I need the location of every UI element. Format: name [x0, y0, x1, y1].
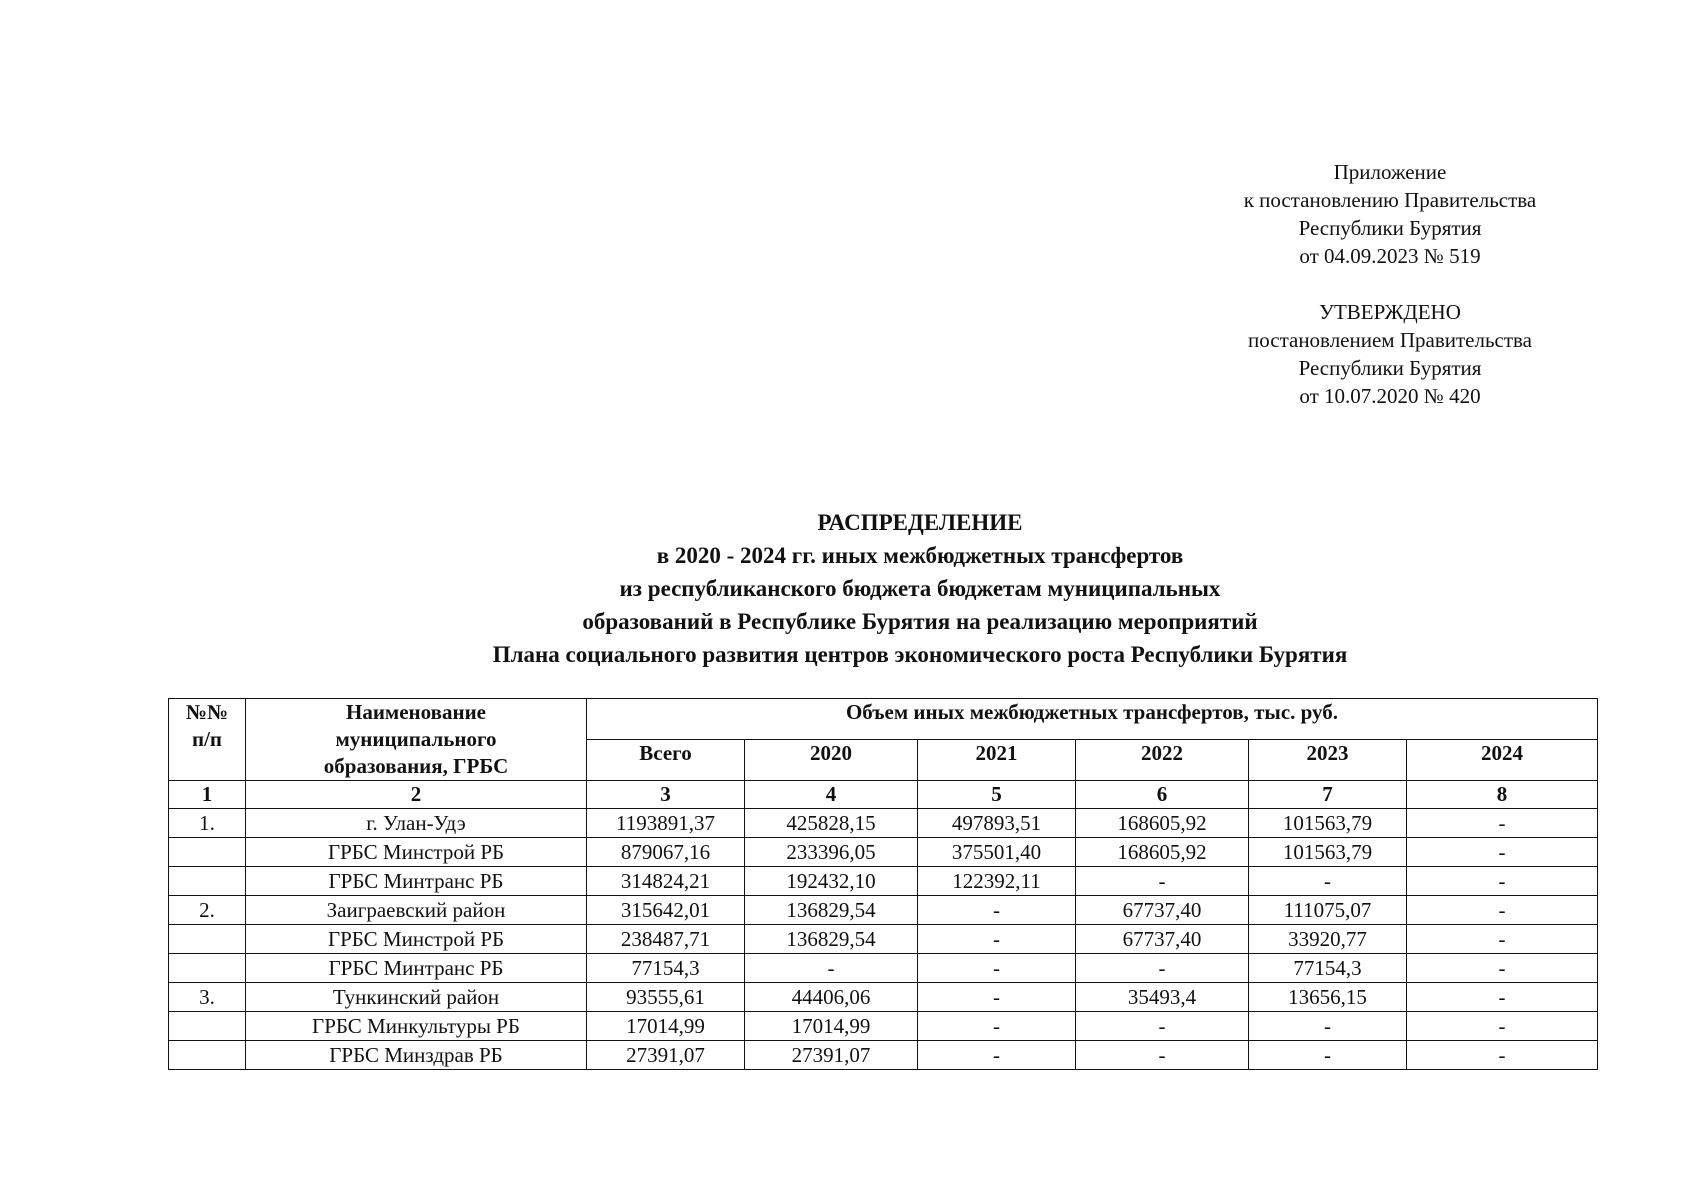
cell-2022: -: [1076, 1041, 1249, 1070]
cell-2023: 13656,15: [1249, 983, 1407, 1012]
cell-2024: -: [1407, 838, 1598, 867]
cell-2022: 168605,92: [1076, 838, 1249, 867]
document-title: [270, 506, 1570, 671]
cell-2021: -: [918, 954, 1076, 983]
cell-2024: -: [1407, 896, 1598, 925]
cell-total: 1193891,37: [587, 809, 745, 838]
cell-total: 93555,61: [587, 983, 745, 1012]
cell-index: 3.: [169, 983, 246, 1012]
cell-total: 315642,01: [587, 896, 745, 925]
appendix-line: Приложение: [1333, 160, 1447, 184]
header-year: 2020: [745, 740, 918, 781]
appendix-line: от 04.09.2023 № 519: [1299, 244, 1481, 268]
cell-2023: 111075,07: [1249, 896, 1407, 925]
cell-2021: 497893,51: [918, 809, 1076, 838]
cell-2024: -: [1407, 809, 1598, 838]
approval-line: постановлением Правительства: [1247, 328, 1532, 352]
cell-2024: -: [1407, 1041, 1598, 1070]
table-row: [169, 1041, 1598, 1070]
cell-total: 77154,3: [587, 954, 745, 983]
cell-index: [169, 838, 246, 867]
cell-name: ГРБС Минтранс РБ: [246, 954, 587, 983]
approval-line: Республики Бурятия: [1298, 356, 1482, 380]
cell-2021: 122392,11: [918, 867, 1076, 896]
cell-2021: -: [918, 925, 1076, 954]
cell-index: 2.: [169, 896, 246, 925]
cell-2023: 101563,79: [1249, 838, 1407, 867]
cell-total: 314824,21: [587, 867, 745, 896]
cell-2023: -: [1249, 1012, 1407, 1041]
column-number-row: [169, 781, 1598, 809]
title-line: в 2020 - 2024 гг. иных межбюджетных трансфертов: [656, 543, 1184, 568]
cell-2020: 44406,06: [745, 983, 918, 1012]
table-row: [169, 925, 1598, 954]
cell-2022: -: [1076, 954, 1249, 983]
cell-index: [169, 867, 246, 896]
cell-total: 238487,71: [587, 925, 745, 954]
cell-2020: 425828,15: [745, 809, 918, 838]
appendix-line: к постановлению Правительства: [1243, 188, 1537, 212]
header-name: Наименование муниципального образования, ГРБС: [246, 699, 587, 781]
column-number: 3: [587, 781, 745, 809]
cell-2024: -: [1407, 954, 1598, 983]
cell-total: 17014,99: [587, 1012, 745, 1041]
distribution-table: [168, 698, 1598, 1070]
cell-index: 1.: [169, 809, 246, 838]
header-total: Всего: [587, 740, 745, 781]
table-row: [169, 838, 1598, 867]
cell-2023: -: [1249, 1041, 1407, 1070]
column-number: 2: [246, 781, 587, 809]
cell-name: ГРБС Минздрав РБ: [246, 1041, 587, 1070]
cell-2022: -: [1076, 1012, 1249, 1041]
cell-name: Тункинский район: [246, 983, 587, 1012]
cell-total: 879067,16: [587, 838, 745, 867]
cell-name: ГРБС Минстрой РБ: [246, 925, 587, 954]
table-row: [169, 809, 1598, 838]
header-row: [169, 699, 1598, 740]
cell-2020: 17014,99: [745, 1012, 918, 1041]
header-year: 2021: [918, 740, 1076, 781]
column-number: 6: [1076, 781, 1249, 809]
appendix-line: Республики Бурятия: [1298, 216, 1482, 240]
cell-2020: 233396,05: [745, 838, 918, 867]
cell-2022: 67737,40: [1076, 896, 1249, 925]
cell-2020: -: [745, 954, 918, 983]
cell-2022: -: [1076, 867, 1249, 896]
title-line: Плана социального развития центров экономического роста Республики Бурятия: [492, 642, 1348, 667]
cell-2020: 136829,54: [745, 925, 918, 954]
cell-2021: -: [918, 896, 1076, 925]
table-row: [169, 896, 1598, 925]
title-line: из республиканского бюджета бюджетам муниципальных: [619, 576, 1221, 601]
column-number: 4: [745, 781, 918, 809]
cell-index: [169, 954, 246, 983]
cell-name: ГРБС Минтранс РБ: [246, 867, 587, 896]
header-year: 2023: [1249, 740, 1407, 781]
approval-line: УТВЕРЖДЕНО: [1319, 300, 1461, 324]
cell-2021: 375501,40: [918, 838, 1076, 867]
cell-2023: -: [1249, 867, 1407, 896]
cell-2020: 136829,54: [745, 896, 918, 925]
cell-index: [169, 1041, 246, 1070]
cell-2021: -: [918, 1041, 1076, 1070]
cell-index: [169, 925, 246, 954]
cell-2021: -: [918, 1012, 1076, 1041]
cell-2020: 192432,10: [745, 867, 918, 896]
cell-2020: 27391,07: [745, 1041, 918, 1070]
cell-name: г. Улан-Удэ: [246, 809, 587, 838]
column-number: 8: [1407, 781, 1598, 809]
table-row: [169, 983, 1598, 1012]
approval-line: от 10.07.2020 № 420: [1299, 384, 1481, 408]
cell-2023: 33920,77: [1249, 925, 1407, 954]
cell-2021: -: [918, 983, 1076, 1012]
cell-index: [169, 1012, 246, 1041]
header-volume-group: Объем иных межбюджетных трансфертов, тыс. руб.: [587, 699, 1598, 740]
cell-2024: -: [1407, 983, 1598, 1012]
header-year: 2022: [1076, 740, 1249, 781]
header-year: 2024: [1407, 740, 1598, 781]
spacer: [1190, 270, 1590, 298]
cell-name: ГРБС Минкультуры РБ: [246, 1012, 587, 1041]
table-row: [169, 1012, 1598, 1041]
title-line: РАСПРЕДЕЛЕНИЕ: [817, 510, 1023, 535]
table-row: [169, 867, 1598, 896]
column-number: 1: [169, 781, 246, 809]
cell-2023: 101563,79: [1249, 809, 1407, 838]
cell-2024: -: [1407, 925, 1598, 954]
cell-2022: 35493,4: [1076, 983, 1249, 1012]
appendix-block: [1190, 158, 1590, 410]
table-row: [169, 954, 1598, 983]
title-line: образований в Республике Бурятия на реализацию мероприятий: [582, 609, 1258, 634]
cell-2024: -: [1407, 867, 1598, 896]
cell-2022: 67737,40: [1076, 925, 1249, 954]
column-number: 7: [1249, 781, 1407, 809]
column-number: 5: [918, 781, 1076, 809]
header-number: №№ п/п: [169, 699, 246, 781]
cell-total: 27391,07: [587, 1041, 745, 1070]
cell-name: ГРБС Минстрой РБ: [246, 838, 587, 867]
cell-2022: 168605,92: [1076, 809, 1249, 838]
cell-2024: -: [1407, 1012, 1598, 1041]
cell-2023: 77154,3: [1249, 954, 1407, 983]
cell-name: Заиграевский район: [246, 896, 587, 925]
